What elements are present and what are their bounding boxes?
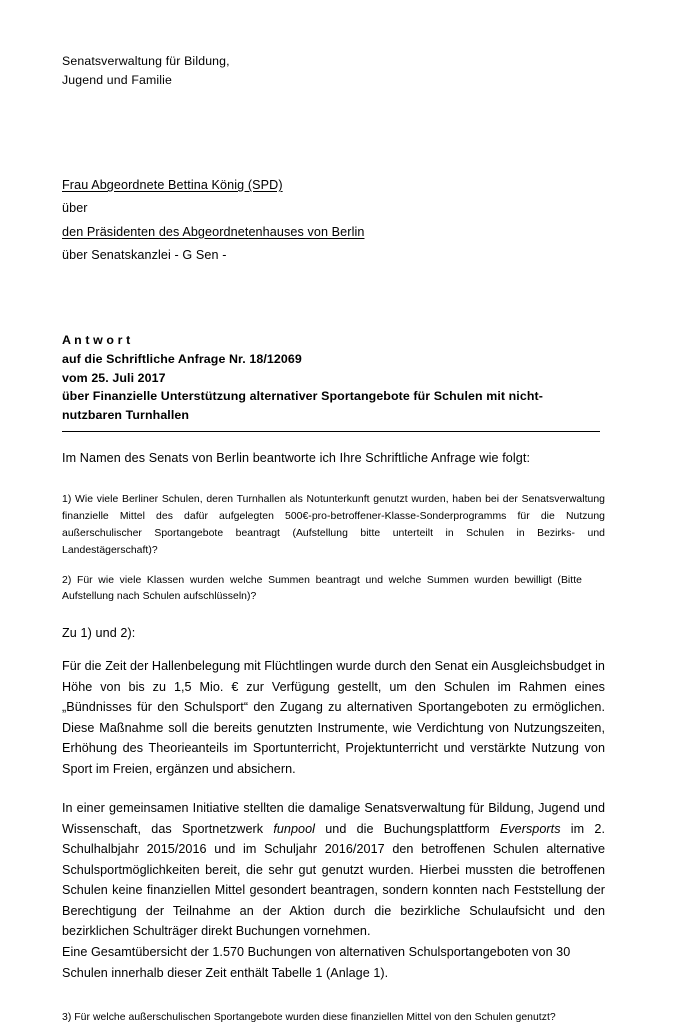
addressee-president: den Präsidenten des Abgeordnetenhauses von Berlin [62,224,365,239]
answer-paragraph-2 [62,798,605,942]
addressee-block [62,174,607,267]
sender-line-1: Senatsverwaltung für Bildung, [62,54,230,68]
answer-paragraph-3-line-2: Schulen innerhalb dieser Zeit enthält Tabelle 1 (Anlage 1). [62,965,389,980]
sender-line-2: Jugend und Familie [62,73,173,88]
question-2: 2) Für wie viele Klassen wurden welche Summen beantragt und welche Summen wurden bewilligt (Bitte Aufstellung nach Schulen aufschlüsseln)? [62,574,582,603]
answer-paragraph-1: Für die Zeit der Hallenbelegung mit Flüchtlingen wurde durch den Senat ein Ausgleichsbudget in Höhe von bis zu 1,5 Mio. € zur Verfügung gestellt, um den Schulen im Rahmen eines „Bündnisses für den Schulsport“ den Zugang zu alternativen Sportangeboten zu ermöglichen. Diese Maßnahme soll die bereits genutzten Instrumente, wie Verdichtung von Nutzungszeiten, Erhöhung des Theorieanteils im Sportunterricht, Projektunterricht und verstärkte Nutzung von Sport im Freien, ergänzen und absichern. [62,659,605,776]
title-line-2: vom 25. Juli 2017 [62,370,166,385]
answer-paragraph-2-part-c: im 2. Schulhalbjahr 2015/2016 und im Schuljahr 2016/2017 den betroffenen Schulen alternative Schulsportmöglichkeiten bereit, die sehr gut genutzt wurden. Hierbei mussten die betroffenen Schulen keine finanziellen Mittel gesondert beantragen, sondern konnten nach Feststellung der Berechtigung der Teilnahme an der Aktion durch die bezirkliche Schulaufsicht und den bezirklichen Schulträger direkt Buchungen vornehmen. [62,821,606,939]
answer-paragraph-3 [62,942,605,983]
answer-paragraph-3-line-1: Eine Gesamtübersicht der 1.570 Buchungen von alternativen Schulsportangeboten von 30 [62,944,571,959]
answer-paragraph-2-part-a: In einer gemeinsamen Initiative stellten die damalige Senatsverwaltung für Bildung, Jugend und Wissenschaft, das Sportnetzwerk [62,801,605,836]
question-3: 3) Für welche außerschulischen Sportangebote wurden diese finanziellen Mittel von den Schulen genutzt? [62,1012,556,1024]
sender-block [62,52,607,90]
question-1: 1) Wie viele Berliner Schulen, deren Turnhallen als Notunterkunft genutzt wurden, haben bei der Senatsverwaltung finanzielle Mittel des dafür aufgelegten 500€-pro-betroffener-Klasse-Sonderprogramms für die Nutzung außerschulischer Sportangebote beantragt (Aufstellung bitte unterteilt in Schulen in Bezirks- und Landestägerschaft)? [62,494,605,556]
intro-paragraph: Im Namen des Senats von Berlin beantworte ich Ihre Schriftliche Anfrage wie folgt: [62,451,531,466]
title-line-3: über Finanzielle Unterstützung alternativer Sportangebote für Schulen mit nicht- [62,389,543,404]
addressee-name: Frau Abgeordnete Bettina König (SPD) [62,178,283,193]
document-content [62,52,607,1027]
horizontal-rule [62,431,600,432]
title-block [62,331,607,424]
answer-heading: A n t w o r t [62,333,131,348]
eversports-italic: Eversports [499,821,561,836]
title-line-1: auf die Schriftliche Anfrage Nr. 18/12069 [62,351,302,366]
addressee-via: über [62,201,88,216]
answer-paragraph-2-part-b: und die Buchungsplattform [314,821,500,836]
addressee-chancellery: über Senatskanzlei - G Sen - [62,247,227,262]
funpool-italic: funpool [273,821,315,836]
answer-reference-heading: Zu 1) und 2): [62,626,136,641]
title-line-4: nutzbaren Turnhallen [62,407,190,422]
